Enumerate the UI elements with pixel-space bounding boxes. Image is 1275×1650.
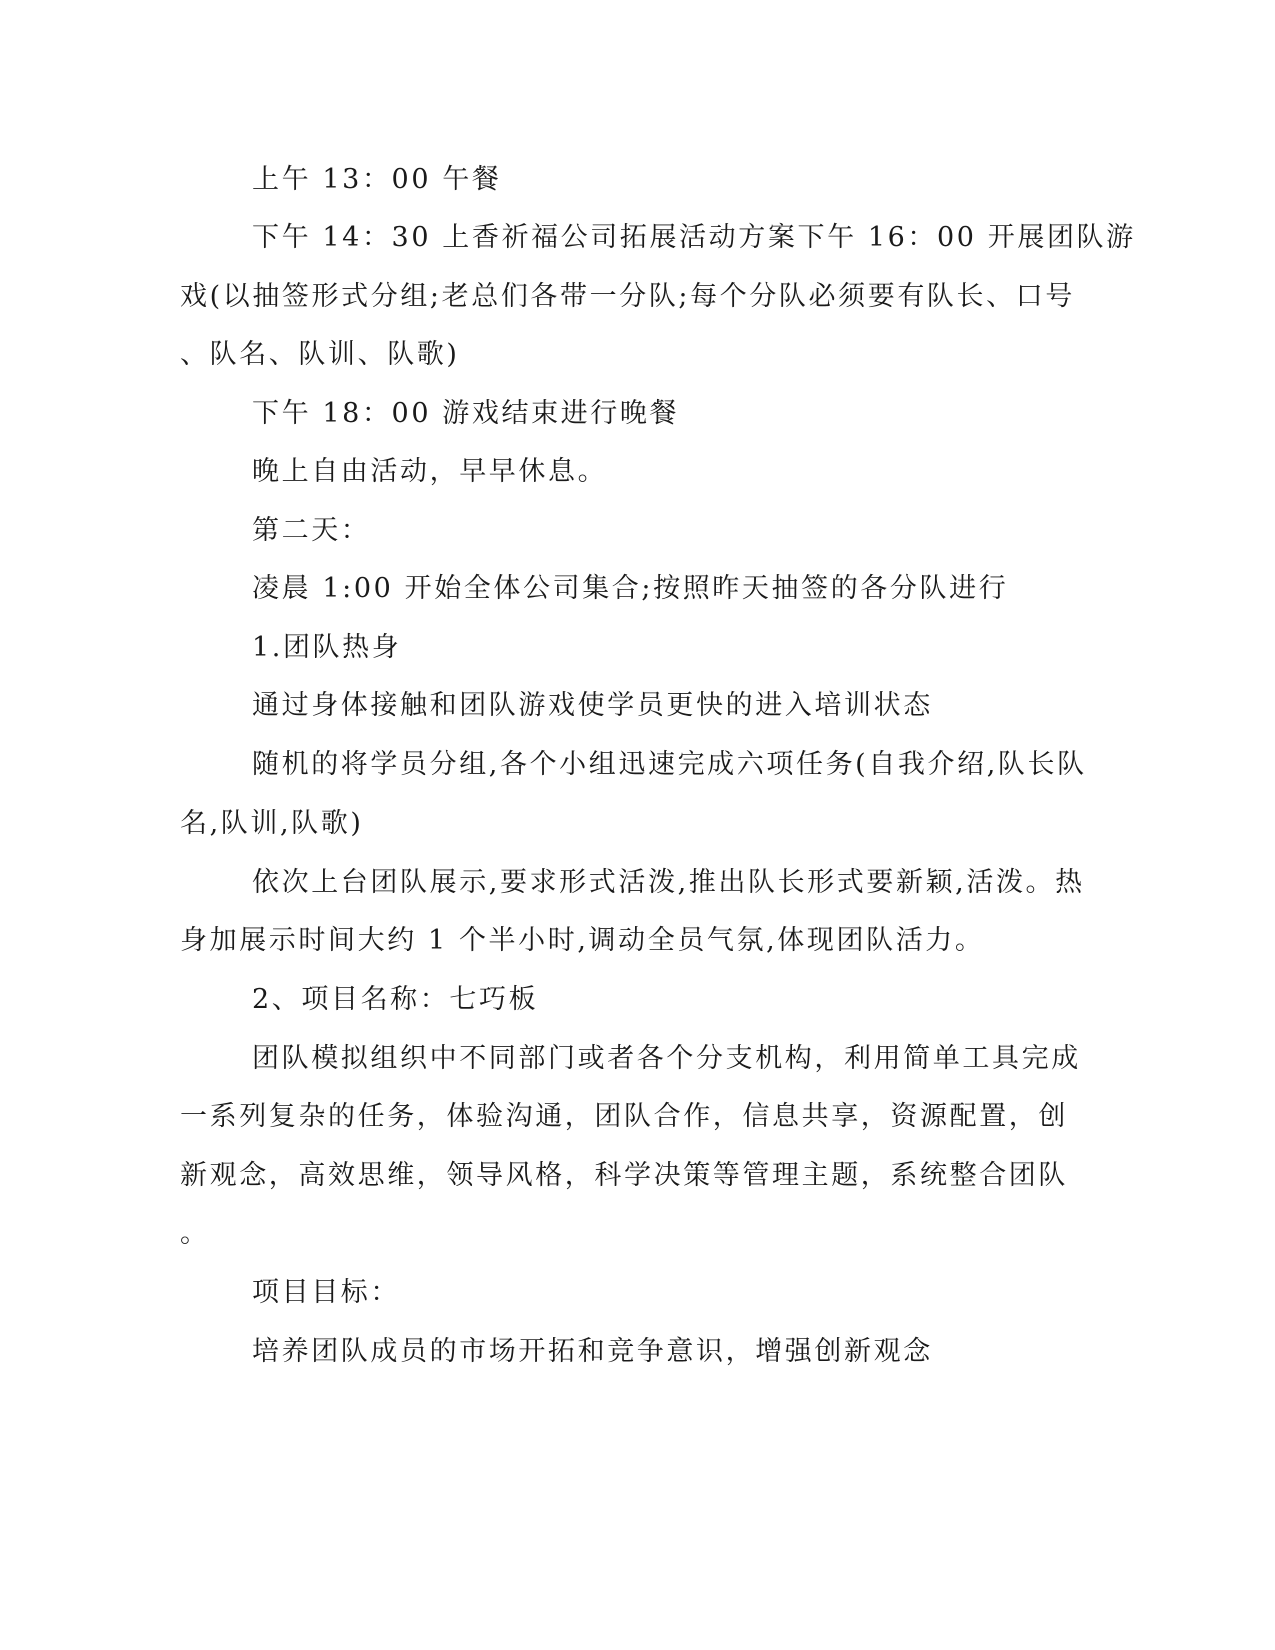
day-two-assembly: 凌晨 1:00 开始全体公司集合;按照昨天抽签的各分队进行 [252,573,1009,604]
tangram-paragraph-line-1: 团队模拟组织中不同部门或者各个分支机构，利用简单工具完成 [252,1043,1081,1074]
warmup-paragraph-2-line-2: 名,队训,队歌) [180,808,364,839]
schedule-evening: 晚上自由活动，早早休息。 [252,456,608,487]
warmup-paragraph-1: 通过身体接触和团队游戏使学员更快的进入培训状态 [252,690,933,721]
schedule-afternoon-line-3: 、队名、队训、队歌) [180,339,460,370]
schedule-lunch: 上午 13：00 午餐 [252,164,502,195]
section-tangram-heading: 2、项目名称：七巧板 [252,984,539,1015]
day-two-heading: 第二天： [252,515,371,546]
schedule-afternoon-line-1: 下午 14：30 上香祈福公司拓展活动方案下午 16：00 开展团队游 [252,222,1136,253]
warmup-paragraph-2-line-1: 随机的将学员分组,各个小组迅速完成六项任务(自我介绍,队长队 [252,749,1087,780]
warmup-paragraph-3-line-2: 身加展示时间大约 1 个半小时,调动全员气氛,体现团队活力。 [180,925,985,956]
schedule-afternoon-line-2: 戏(以抽签形式分组;老总们各带一分队;每个分队必须要有队长、口号 [180,281,1075,312]
project-goal-heading: 项目目标： [252,1277,400,1308]
tangram-paragraph-line-2: 一系列复杂的任务，体验沟通，团队合作，信息共享，资源配置，创 [180,1101,1068,1132]
section-warmup-heading: 1.团队热身 [252,632,402,663]
warmup-paragraph-3-line-1: 依次上台团队展示,要求形式活泼,推出队长形式要新颖,活泼。热 [252,867,1085,898]
tangram-paragraph-line-3: 新观念，高效思维，领导风格，科学决策等管理主题，系统整合团队 [180,1160,1068,1191]
tangram-paragraph-line-4: 。 [180,1218,210,1249]
schedule-dinner: 下午 18：00 游戏结束进行晚餐 [252,398,680,429]
project-goal-text: 培养团队成员的市场开拓和竞争意识，增强创新观念 [252,1336,933,1367]
